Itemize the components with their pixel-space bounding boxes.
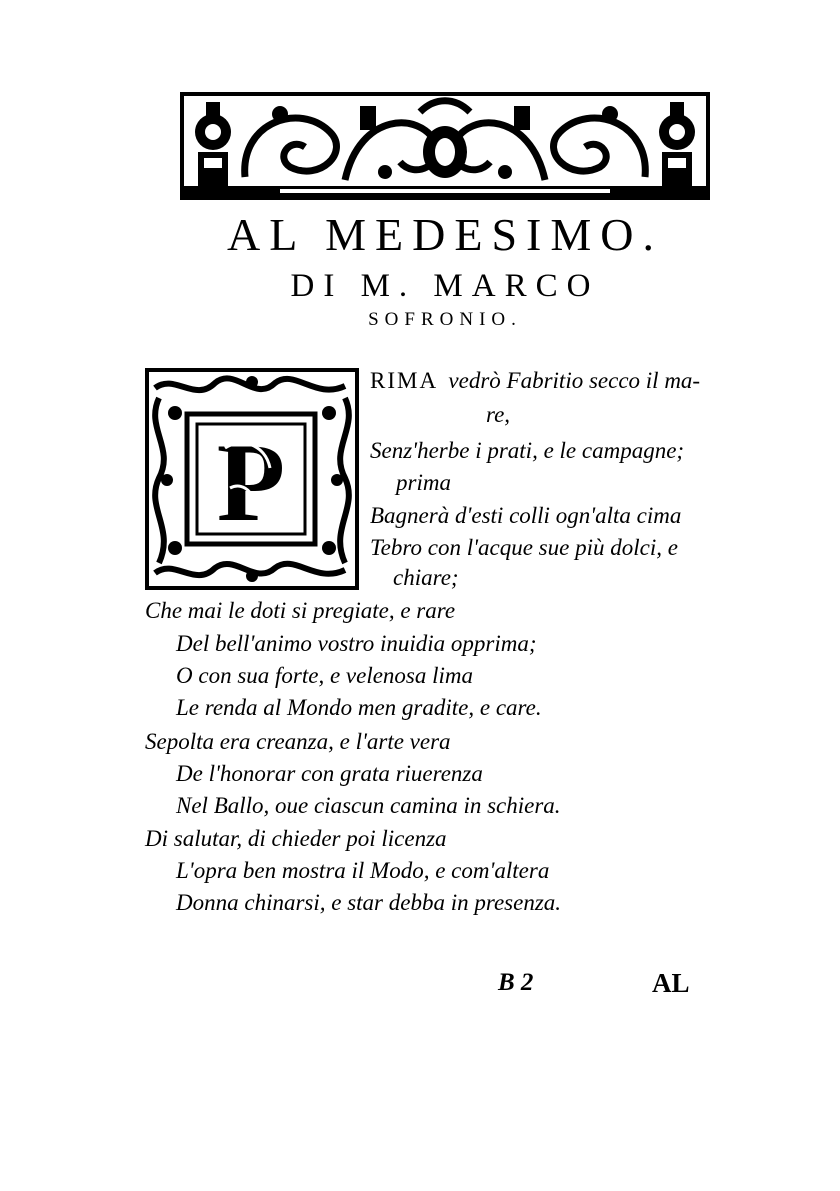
author-name: SOFRONIO. [368,309,522,330]
verse-line-12: Di salutar, di chieder poi licenza [145,826,447,851]
verse-line-7: O con sua forte, e velenosa lima [176,663,474,688]
verse-line-1 [370,364,700,397]
verse-line-3: Bagnerà d'esti colli ogn'alta cima [370,503,682,528]
verse-line-4-continued: chiare; [393,565,459,590]
verse-line-8: Le renda al Mondo men gradite, e care. [176,695,542,720]
page-subtitle: DI M. MARCO [290,268,600,304]
verse-line-4: Tebro con l'acque sue più dolci, e [370,535,678,560]
verse-line-9: Sepolta era creanza, e l'arte vera [145,729,451,754]
verse-line-2-continued: prima [396,470,451,495]
first-word: RIMA [370,368,439,393]
catchword: AL [652,968,690,998]
signature-mark: B 2 [498,969,534,996]
verse-line-1-continued: re, [486,402,511,427]
verse-line-10: De l'honorar con grata riuerenza [176,761,483,786]
page-title: AL MEDESIMO. [227,209,663,260]
ornamental-headpiece [180,92,710,200]
verse-line-1-text: vedrò Fabritio secco il ma- [448,368,701,393]
verse-line-14: Donna chinarsi, e star debba in presenza. [176,890,562,915]
verse-line-5: Che mai le doti si pregiate, e rare [145,598,456,623]
verse-line-6: Del bell'animo vostro inuidia opprima; [176,631,537,656]
initial-letter: P [216,421,286,545]
verse-line-13: L'opra ben mostra il Modo, e com'altera [176,858,550,883]
decorated-initial [145,368,359,590]
verse-line-11: Nel Ballo, oue ciascun camina in schiera. [176,793,561,818]
verse-line-2: Senz'herbe i prati, e le campagne; [370,438,685,463]
